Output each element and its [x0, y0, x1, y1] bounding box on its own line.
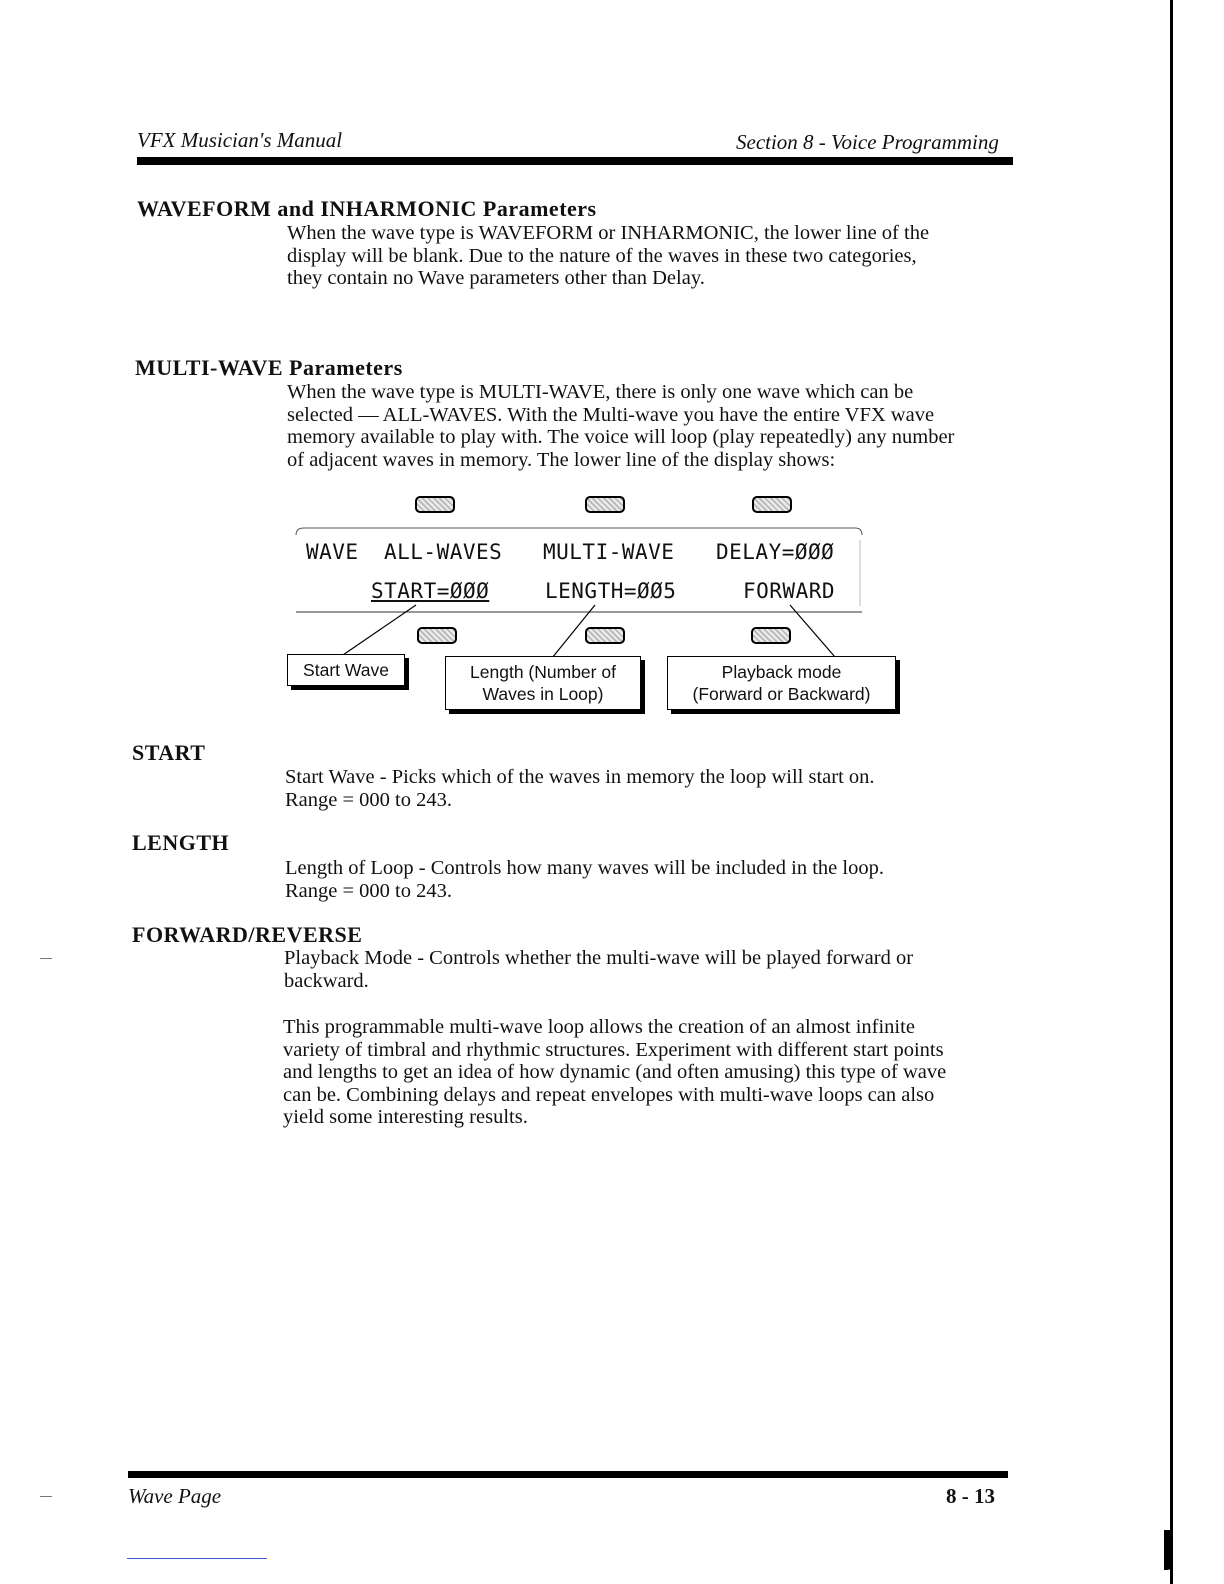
text-line: yield some interesting results.	[283, 1106, 528, 1128]
callout-line: Length (Number of	[470, 662, 616, 682]
callout-start-wave: Start Wave	[287, 654, 405, 686]
callout-line: Waves in Loop)	[482, 684, 604, 704]
text-line: display will be blank. Due to the nature of the waves in these two categories,	[287, 244, 917, 267]
text-line: backward.	[284, 969, 369, 992]
text-line: Range = 000 to 243.	[285, 879, 453, 902]
lower-soft-button-3	[751, 627, 791, 644]
footer-rule	[128, 1471, 1008, 1478]
lcd-all-waves: ALL-WAVES	[384, 540, 503, 564]
start-heading: START	[132, 740, 206, 765]
text-line: memory available to play with. The voice will loop (play repeatedly) any number	[287, 426, 955, 448]
text-line: Length of Loop - Controls how many waves will be included in the loop.	[285, 857, 884, 879]
text-line: can be. Combining delays and repeat envelopes with multi-wave loops can also	[283, 1083, 935, 1106]
header-manual-title: VFX Musician's Manual	[137, 128, 343, 152]
length-heading: LENGTH	[132, 830, 230, 855]
waveform-heading: WAVEFORM and INHARMONIC Parameters	[137, 196, 597, 221]
multiwave-summary-paragraph	[283, 1016, 946, 1129]
text-line: selected — ALL-WAVES. With the Multi-wave you have the entire VFX wave	[287, 403, 935, 426]
callout-line: (Forward or Backward)	[692, 684, 871, 704]
header-section-title: Section 8 - Voice Programming	[736, 130, 999, 154]
lcd-wave-label: WAVE	[306, 540, 359, 564]
lower-soft-button-1	[417, 627, 457, 644]
callout-line: Playback mode	[721, 662, 842, 682]
lcd-delay: DELAY=ØØØ	[716, 540, 835, 564]
callout-playback-mode	[667, 656, 896, 710]
footer-page-name: Wave Page	[128, 1484, 222, 1508]
scan-edge-mark	[1164, 1530, 1173, 1570]
lcd-multi-wave: MULTI-WAVE	[543, 540, 675, 564]
text-line: This programmable multi-wave loop allows the creation of an almost infinite	[283, 1016, 915, 1038]
text-line: Playback Mode - Controls whether the multi-wave will be played forward or	[284, 947, 914, 969]
lcd-length: LENGTH=ØØ5	[545, 579, 677, 603]
text-line: Start Wave - Picks which of the waves in memory the loop will start on.	[285, 766, 875, 788]
margin-mark	[40, 958, 52, 959]
length-paragraph	[285, 857, 884, 902]
text-line: variety of timbral and rhythmic structures. Experiment with different start points	[283, 1038, 944, 1061]
lcd-forward: FORWARD	[743, 579, 836, 603]
scan-artifact-line	[127, 1558, 267, 1559]
text-line: and lengths to get an idea of how dynamic (and often amusing) this type of wave	[283, 1061, 947, 1083]
text-line: When the wave type is WAVEFORM or INHARMONIC, the lower line of the	[287, 222, 930, 244]
start-paragraph	[285, 766, 875, 811]
text-line: Range = 000 to 243.	[285, 788, 453, 811]
text-line: When the wave type is MULTI-WAVE, there is only one wave which can be	[287, 381, 914, 403]
text-line: of adjacent waves in memory. The lower line of the display shows:	[287, 448, 836, 471]
margin-mark	[40, 1496, 52, 1497]
lcd-start: START=ØØØ	[371, 579, 490, 603]
scan-edge-line	[1170, 0, 1173, 1584]
forward-paragraph	[284, 947, 913, 992]
callout-length	[445, 656, 641, 710]
multiwave-heading: MULTI-WAVE Parameters	[135, 355, 403, 380]
footer-page-number: 8 - 13	[946, 1484, 995, 1508]
lower-soft-button-2	[585, 627, 625, 644]
forward-reverse-heading: FORWARD/REVERSE	[132, 922, 363, 947]
text-line: they contain no Wave parameters other than Delay.	[287, 267, 705, 289]
